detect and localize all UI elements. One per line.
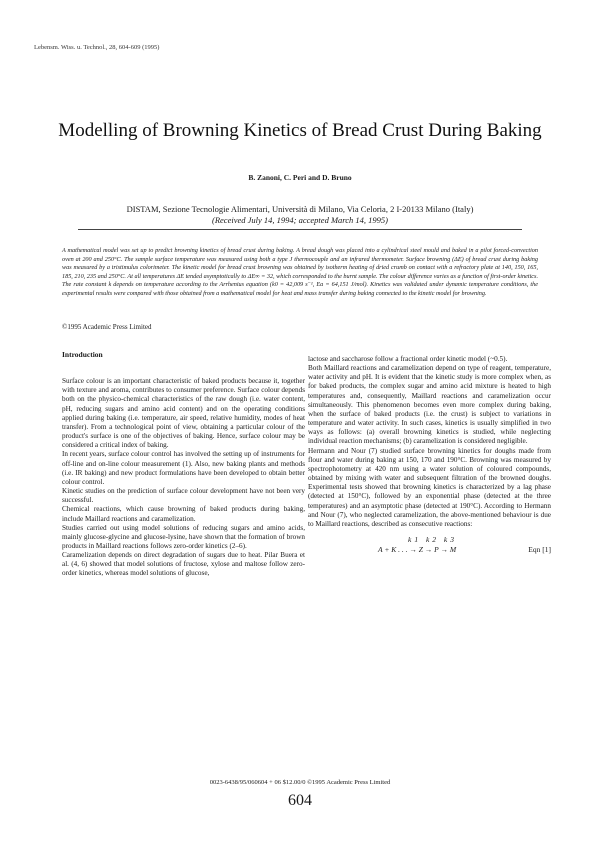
equation-1 [308, 535, 551, 555]
article-title: Modelling of Browning Kinetics of Bread Crust During Baking [58, 120, 542, 141]
paragraph: Studies carried out using model solutions of reducing sugars and amino acids, mainly glucose-glycine and glucose-lysine, have shown that the formation of brown products in Maillard reactions follows zero-order kinetics (2–6). [62, 523, 305, 550]
running-head: Lebensm. Wiss. u. Technol., 28, 604-609 (1995) [34, 44, 160, 51]
affiliation: DISTAM, Sezione Tecnologie Alimentari, Università di Milano, Via Celoria, 2 I-20133 Milano (Italy) [126, 204, 474, 214]
paragraph: Caramelization depends on direct degradation of sugars due to heat. Pilar Buera et al. (4, 6) showed that model solutions of fructose, xylose and maltose follow zero-order kinetics, whereas model solutions of glucose, [62, 551, 305, 578]
paragraph: Both Maillard reactions and caramelization depend on type of reagent, temperature, water activity and pH. It is evident that the kinetic study is more complex when, as for baked products, the complex sugar and amino acid mixture is heated to high temperatures and, consequently, Maillard reactions and caramelization occur simultaneously. This phenomenon becomes even more complex during baking, when the surface of baked products (i.e. the crust) is subject to variations in temperature and water activity. In such cases, kinetics is usually simplified in two ways as follows: (a) overall browning kinetics is studied, while neglecting individual reaction mechanisms; (b) caramelization is considered negligible. [308, 364, 551, 446]
paragraph: In recent years, surface colour control has involved the setting up of instruments for off-line and on-line colour measurement (1). Also, new baking plants and methods (i.e. IR baking) and new product formulations have been developed to obtain better colour control. [62, 450, 305, 486]
footer-line: 0023-6438/95/060604 + 06 $12.00/0 ©1995 Academic Press Limited [209, 779, 391, 786]
author-list: B. Zanoni, C. Peri and D. Bruno [248, 173, 352, 182]
abstract: A mathematical model was set up to predict browning kinetics of bread crust during baking. A bread dough was placed into a cylindrical steel mould and baked in a pilot forced-convection oven at 200 and 250°C. The sample surface temperature was measured using both a type J thermocouple and an infrared thermometer. Surface browning (ΔE) of bread crust during baking was measured by a tristimulus colorimeter. The kinetic model for bread crust browning was obtained by isotherm heating of dried crumb on contact with a refractory plate at 140, 150, 165, 185, 210, 235 and 250°C. At all temperatures ΔE tended asymptotically to ΔE∞ = 32, which corresponded to the burnt sample. The colour difference varies as a function of first-order kinetics. The rate constant k depends on temperature according to the Arrhenius equation (k0 = 42,009 s⁻¹, Ea = 64,151 J/mol). Kinetics was validated under dynamic temperature conditions, the experimental results were compared with those obtained from a mathematical model for heat and mass transfer during baking connected to the kinetic model for browning. [62, 247, 538, 297]
affiliation-block [40, 204, 560, 226]
received-date: (Received July 14, 1994; accepted March 14, 1995) [212, 215, 388, 225]
paragraph: Hermann and Nour (7) studied surface browning kinetics for doughs made from flour and water during baking at 150, 170 and 190°C. Browning was measured by spectrophotometry at 420 nm using a water solution of coloured compounds, obtained by mixing with water and subsequent filtration of the browned doughs. Experimental tests showed that browning kinetics is characterized by a lag phase (detected at 150°C), followed by an exponential phase (detected at the three temperatures) and an asymptotic phase (detected at 190°C). According to Hermann and Nour (7), who neglected caramelization, the above-mentioned behaviour is due to Maillard reactions, described as consecutive reactions: [308, 446, 551, 528]
equation-body: A + K . . . → Z → P → M [378, 544, 457, 554]
section-heading: Introduction [62, 350, 103, 359]
paragraph: Chemical reactions, which cause browning of baked products during baking, include Maillard reactions and caramelization. [62, 505, 305, 523]
equation-number: Eqn [1] [528, 544, 551, 554]
paragraph: Kinetic studies on the prediction of surface colour development have not been very successful. [62, 487, 305, 505]
header-divider [78, 229, 522, 230]
paragraph: Surface colour is an important characteristic of baked products because it, together with texture and aroma, contributes to consumer preference. Surface colour depends both on the physico-chemical characteristics of the raw dough (i.e. water content, pH, reducing sugars and amino acid content) and on the operating conditions applied during baking (i.e. temperature, air speed, relative humidity, modes of heat transfer). From a technological point of view, obtaining a particular colour of the product's surface is one of the objectives of baking. Hence, surface colour may be considered a critical index of baking. [62, 377, 305, 450]
equation-rate-constants: k1 k2 k3 [408, 534, 457, 544]
right-column [308, 355, 551, 555]
page-number: 604 [288, 792, 312, 809]
paragraph: lactose and saccharose follow a fractional order kinetic model (~0.5). [308, 355, 508, 363]
left-column [62, 350, 305, 579]
copyright-notice: ©1995 Academic Press Limited [62, 323, 152, 331]
